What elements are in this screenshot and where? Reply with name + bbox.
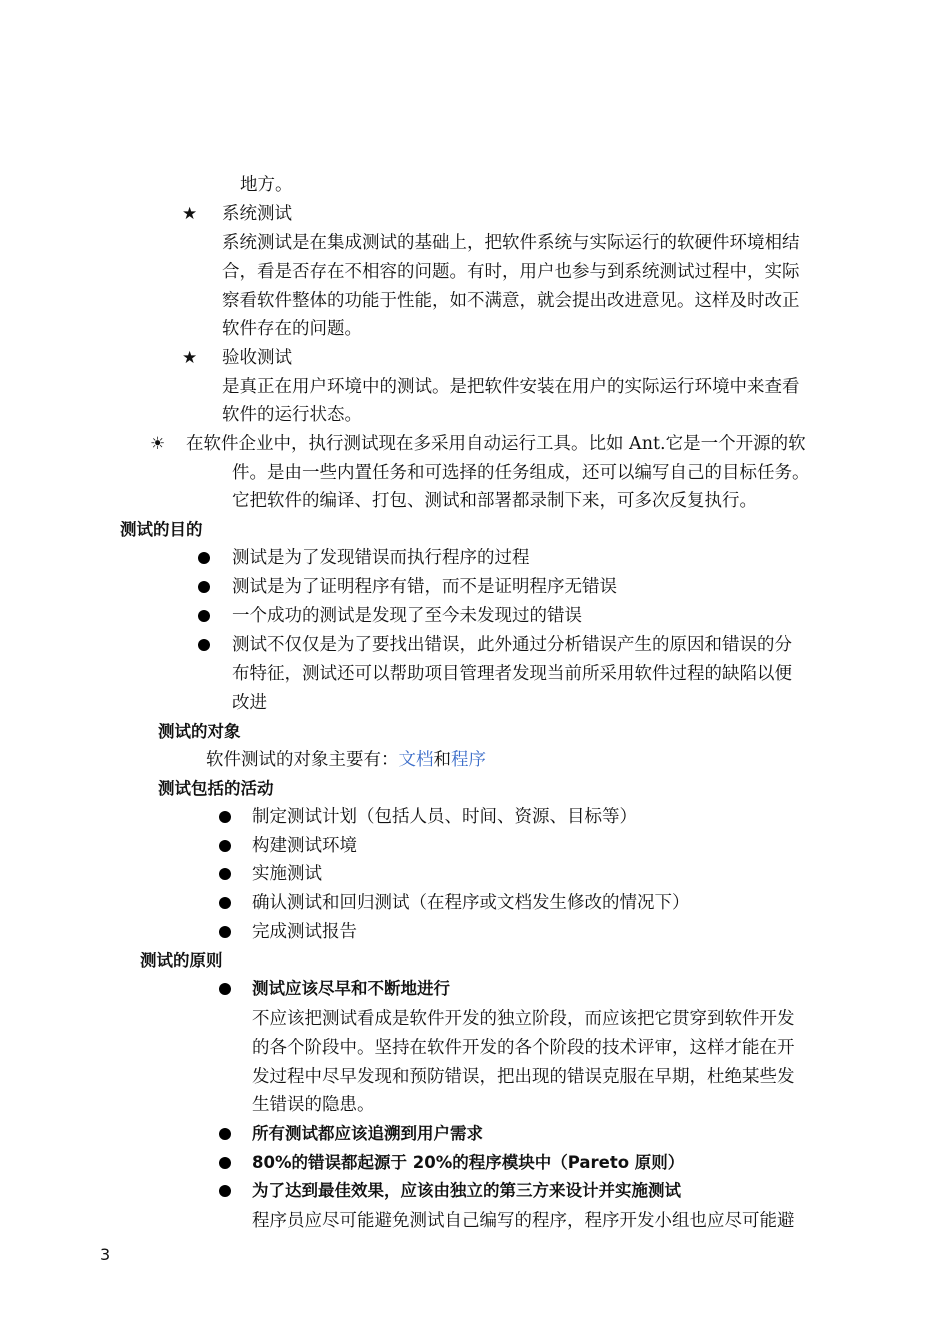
sun-icon: ☀ [150, 434, 166, 454]
list-item: 确认测试和回归测试（在程序或文档发生修改的情况下） [252, 893, 690, 913]
list-item: 测试是为了证明程序有错，而不是证明程序无错误 [232, 577, 617, 597]
star-icon: ★ [182, 204, 198, 224]
list-item: 测试是为了发现错误而执行程序的过程 [232, 548, 530, 568]
bullet-icon [198, 581, 210, 593]
paragraph-line: 它把软件的编译、打包、测试和部署都录制下来，可多次反复执行。 [232, 491, 757, 511]
paragraph-line: 合，看是否存在不相容的问题。有时，用户也参与到系统测试过程中，实际 [222, 262, 800, 282]
paragraph-line: 是真正在用户环境中的测试。是把软件安装在用户的实际运行环境中来查看 [222, 377, 800, 397]
list-item: 完成测试报告 [252, 922, 357, 942]
principle-title: 测试应该尽早和不断地进行 [252, 979, 450, 998]
principle-title: 80%的错误都起源于 20%的程序模块中（Pareto 原则） [252, 1153, 685, 1172]
bullet-icon [219, 1128, 231, 1140]
bullet-icon [219, 1157, 231, 1169]
link-program[interactable]: 程序 [451, 750, 486, 770]
section-heading-principles: 测试的原则 [140, 951, 223, 970]
bullet-icon [219, 811, 231, 823]
star-icon: ★ [182, 348, 198, 368]
paragraph-line: 在软件企业中，执行测试现在多采用自动运行工具。比如 Ant.它是一个开源的软 [186, 434, 806, 454]
paragraph-line: 不应该把测试看成是软件开发的独立阶段，而应该把它贯穿到软件开发 [252, 1009, 795, 1029]
paragraph-line: 发过程中尽早发现和预防错误，把出现的错误克服在早期，杜绝某些发 [252, 1067, 795, 1087]
bullet-icon [219, 926, 231, 938]
paragraph-line: 的各个阶段中。坚持在软件开发的各个阶段的技术评审，这样才能在开 [252, 1038, 795, 1058]
paragraph-line: 察看软件整体的功能于性能，如不满意，就会提出改进意见。这样及时改正 [222, 291, 800, 311]
object-conjunction: 和 [433, 750, 451, 770]
section-heading-purpose: 测试的目的 [120, 520, 203, 539]
paragraph-line: 系统测试是在集成测试的基础上，把软件系统与实际运行的软硬件环境相结 [222, 233, 800, 253]
paragraph-line: 生错误的隐患。 [252, 1095, 375, 1115]
page-number: 3 [100, 1245, 111, 1264]
list-item: 制定测试计划（包括人员、时间、资源、目标等） [252, 807, 637, 827]
bullet-icon [219, 840, 231, 852]
bullet-icon [198, 552, 210, 564]
item-title-system-test: 系统测试 [222, 204, 292, 224]
paragraph-line: 软件的运行状态。 [222, 405, 362, 425]
bullet-icon [198, 639, 210, 651]
paragraph-line: 程序员应尽可能避免测试自己编写的程序，程序开发小组也应尽可能避 [252, 1211, 795, 1231]
list-item-continued: 布特征，测试还可以帮助项目管理者发现当前所采用软件过程的缺陷以便 [232, 664, 792, 684]
bullet-icon [219, 897, 231, 909]
item-title-acceptance-test: 验收测试 [222, 348, 292, 368]
bullet-icon [198, 610, 210, 622]
bullet-icon [219, 983, 231, 995]
section-heading-object: 测试的对象 [158, 722, 241, 741]
list-item: 实施测试 [252, 864, 322, 884]
bullet-icon [219, 868, 231, 880]
principle-title: 所有测试都应该追溯到用户需求 [252, 1124, 483, 1143]
principle-title: 为了达到最佳效果，应该由独立的第三方来设计并实施测试 [252, 1181, 681, 1200]
paragraph-line: 件。是由一些内置任务和可选择的任务组成，还可以编写自己的目标任务。 [232, 463, 810, 483]
carry-over-text: 地方。 [240, 175, 293, 195]
list-item-continued: 改进 [232, 693, 267, 713]
list-item: 构建测试环境 [252, 836, 357, 856]
list-item: 测试不仅仅是为了要找出错误，此外通过分析错误产生的原因和错误的分 [232, 635, 792, 655]
object-text [206, 749, 486, 771]
list-item: 一个成功的测试是发现了至今未发现过的错误 [232, 606, 582, 626]
section-heading-activities: 测试包括的活动 [158, 779, 274, 798]
object-prefix: 软件测试的对象主要有： [206, 750, 399, 770]
link-document[interactable]: 文档 [398, 750, 434, 770]
bullet-icon [219, 1185, 231, 1197]
paragraph-line: 软件存在的问题。 [222, 319, 362, 339]
